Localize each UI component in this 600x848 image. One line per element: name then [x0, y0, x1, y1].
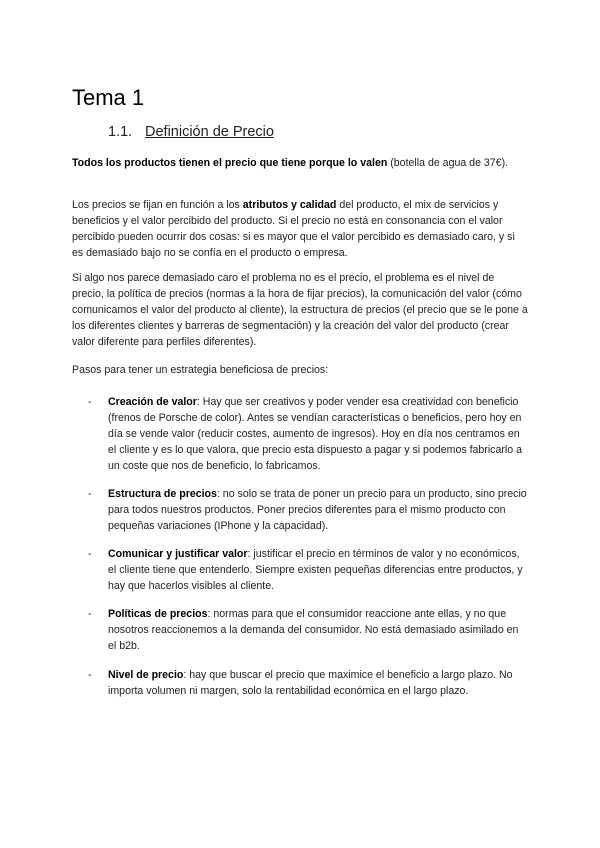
- list-item-text: : normas para que el consumidor reaccione ante ellas, y no que nosotros reaccionemos a la demanda del consumidor. No está demasiado asimilado en el b2b.: [108, 608, 519, 652]
- list-item-term: Nivel de precio: [108, 669, 184, 681]
- paragraph-1-text: (botella de agua de 37€).: [387, 157, 509, 169]
- list-item-text: : Hay que ser creativos y poder vender esa creatividad con beneficio (frenos de Porsche de color). Antes se vendían características o beneficios, pero hoy en día se vende valor (reducir costes, aumento de ingresos). Hoy en día nos centramos en el cliente y es lo que valora, que precio esta dispuesto a pagar y si podemos fabricarlo a un coste que nos de beneficio, lo fabricamos.: [108, 396, 522, 472]
- list-item-text: : no solo se trata de poner un precio para un producto, sino precio para todos nuestros productos. Poner precios diferentes para el mismo producto con pequeñas variaciones (IPhone y la capacidad).: [108, 488, 527, 532]
- list-item-term: Estructura de precios: [108, 488, 217, 500]
- list-item-term: Políticas de precios: [108, 608, 208, 620]
- paragraph-2-bold: atributos y calidad: [242, 199, 337, 211]
- list-bullet: -: [88, 396, 92, 408]
- section-number: 1.1.: [108, 124, 133, 140]
- paragraph-3: [72, 270, 528, 350]
- paragraph-1-bold: Todos los productos tienen el precio que tiene porque lo valen: [72, 157, 388, 169]
- list-item-text: : hay que buscar el precio que maximice el beneficio a largo plazo. No importa volumen ni margen, solo la rentabilidad económica en el largo plazo.: [108, 669, 513, 697]
- list-bullet: -: [88, 608, 92, 620]
- paragraph-3-text: Si algo nos parece demasiado caro el problema no es el precio, el problema es el nivel de precio, la política de precios (normas a la hora de fijar precios), la comunicación del valor (cómo comunicamos el valor del producto al cliente), la estructura de precios (el precio que se le pone a los diferentes clientes y barreras de segmentación) y la creación del valor del producto (crear valor diferente para perfiles diferentes).: [72, 272, 528, 348]
- list-item-term: Creación de valor: [108, 396, 197, 408]
- paragraph-2-text-b: del producto, el mix de servicios y beneficios y el valor percibido del producto. Si el precio no está en consonancia con el valor percibido pueden ocurrir dos cosas: si es mayor que el valor percibido es demasiado caro, y si es demasiado bajo no se confía en el producto o empresa.: [72, 199, 515, 259]
- paragraph-2-text-a: Los precios se fijan en función a los: [72, 199, 243, 211]
- page-title: Tema 1: [72, 85, 145, 110]
- list-item-term: Comunicar y justificar valor: [108, 548, 248, 560]
- paragraph-4-text: Pasos para tener un estrategia beneficiosa de precios:: [72, 364, 329, 376]
- section-heading: [108, 123, 274, 141]
- paragraph-1: [72, 155, 528, 171]
- paragraph-2: [72, 197, 528, 261]
- list-bullet: -: [88, 488, 92, 500]
- list-item-text: : justificar el precio en términos de valor y no económicos, el cliente tiene que entenderlo. Siempre existen pequeñas diferencias entre productos, y hay que hacerlos visibles al cliente.: [108, 548, 523, 592]
- list-bullet: -: [88, 548, 92, 560]
- paragraph-4: [72, 362, 528, 378]
- section-title: Definición de Precio: [145, 124, 274, 140]
- list-bullet: -: [88, 669, 92, 681]
